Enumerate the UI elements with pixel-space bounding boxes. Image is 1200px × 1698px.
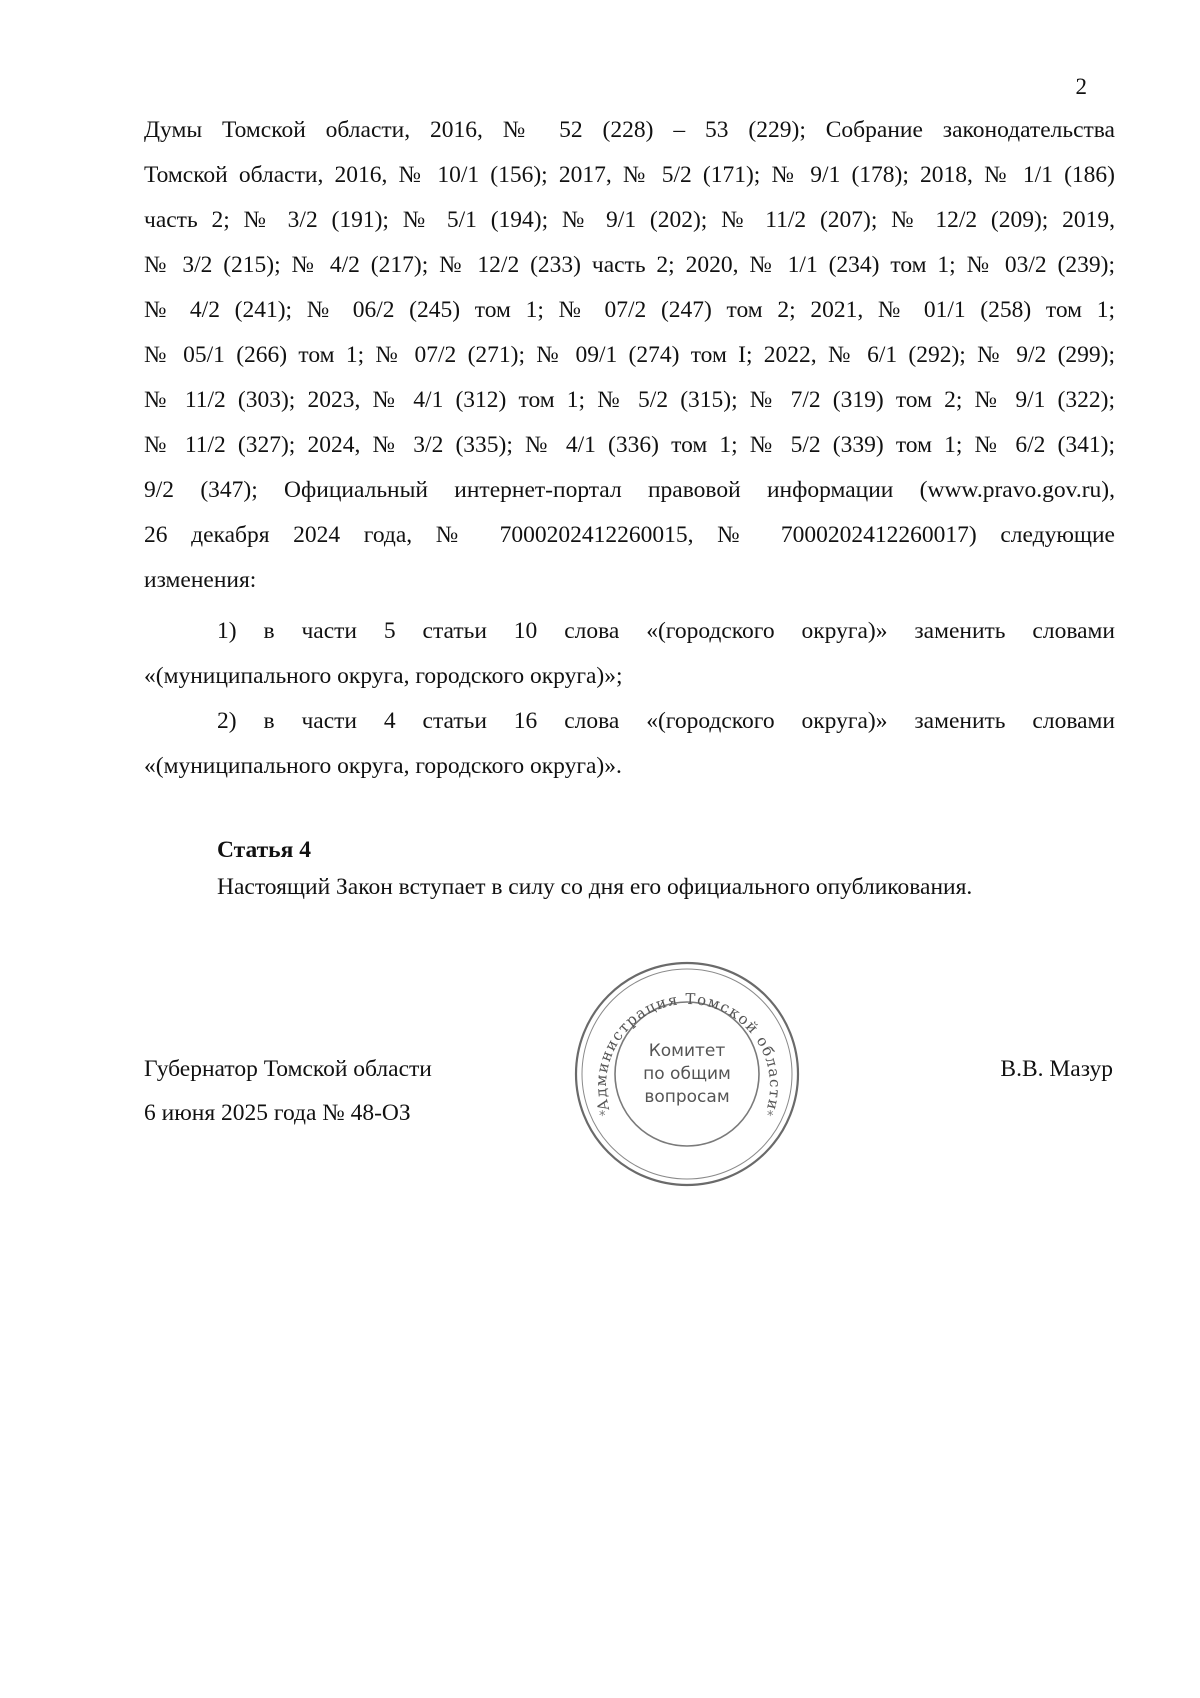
list-item-2-continuation: «(муниципального округа, городского округа)». (144, 753, 622, 779)
text-line: изменения: (144, 567, 257, 593)
svg-text:вопросам: вопросам (644, 1087, 730, 1107)
page-number: 2 (1075, 74, 1087, 99)
signatory-name: В.В. Мазур (1000, 1056, 1113, 1082)
list-item-1-continuation: «(муниципального округа, городского округа)»; (144, 663, 623, 689)
text-line: № 05/1 (266) том 1; № 07/2 (271); № 09/1 (274) том I; 2022, № 6/1 (292); № 9/2 (299); (144, 342, 1115, 368)
svg-text:*: * (599, 1109, 606, 1124)
text-line: № 3/2 (215); № 4/2 (217); № 12/2 (233) часть 2; 2020, № 1/1 (234) том 1; № 03/2 (239); (144, 252, 1115, 278)
text-line: 9/2 (347); Официальный интернет-портал правовой информации (www.pravo.gov.ru), (144, 477, 1115, 503)
official-seal (571, 958, 803, 1190)
svg-text:*: * (767, 1109, 774, 1124)
text-line: Думы Томской области, 2016, № 52 (228) – 53 (229); Собрание законодательства (144, 117, 1115, 143)
list-item-2: 2) в части 4 статьи 16 слова «(городского округа)» заменить словами (217, 708, 1115, 734)
svg-text:Администрация Томской области: Администрация Томской области (591, 989, 785, 1113)
svg-text:по общим: по общим (643, 1064, 731, 1084)
list-item-1: 1) в части 5 статьи 10 слова «(городского округа)» заменить словами (217, 618, 1115, 644)
svg-text:Комитет: Комитет (648, 1041, 726, 1061)
signatory-title: Губернатор Томской области (144, 1056, 432, 1082)
article-4-text: Настоящий Закон вступает в силу со дня его официального опубликования. (217, 874, 973, 900)
text-line: № 11/2 (327); 2024, № 3/2 (335); № 4/1 (336) том 1; № 5/2 (339) том 1; № 6/2 (341); (144, 432, 1115, 458)
text-line: Томской области, 2016, № 10/1 (156); 2017, № 5/2 (171); № 9/1 (178); 2018, № 1/1 (186) (144, 162, 1115, 188)
text-line: 26 декабря 2024 года, № 7000202412260015, № 7000202412260017) следующие (144, 522, 1115, 548)
text-line: № 4/2 (241); № 06/2 (245) том 1; № 07/2 (247) том 2; 2021, № 01/1 (258) том 1; (144, 297, 1115, 323)
text-line: № 11/2 (303); 2023, № 4/1 (312) том 1; № 5/2 (315); № 7/2 (319) том 2; № 9/1 (322); (144, 387, 1115, 413)
text-line: часть 2; № 3/2 (191); № 5/1 (194); № 9/1 (202); № 11/2 (207); № 12/2 (209); 2019, (144, 207, 1115, 233)
article-4-heading: Статья 4 (217, 837, 311, 863)
law-date-number: 6 июня 2025 года № 48-ОЗ (144, 1100, 411, 1126)
amendment-text (144, 108, 1115, 789)
